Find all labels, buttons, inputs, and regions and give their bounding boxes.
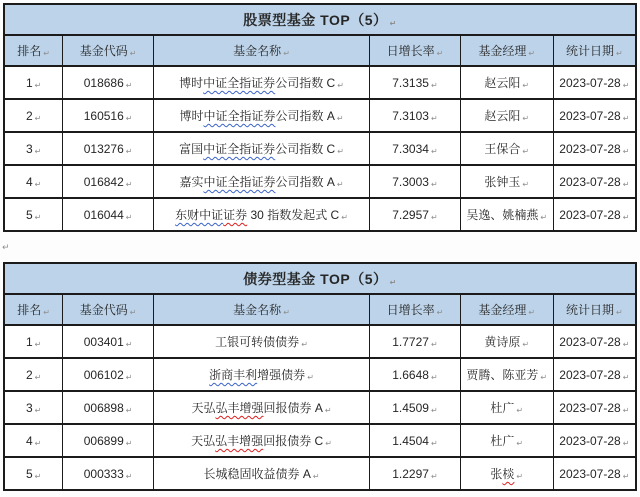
- column-header: [4, 35, 63, 66]
- end-of-cell-mark: ↵: [436, 49, 444, 58]
- cell-manager: [460, 325, 553, 358]
- cell-date-text: 2023-07-28: [559, 108, 621, 123]
- cell-date-text: 2023-07-28: [559, 466, 621, 481]
- end-of-cell-mark: ↵: [125, 212, 133, 222]
- cell-rank-text: 5: [25, 207, 33, 222]
- text-segment: 天弘: [191, 401, 216, 415]
- cell-code: [63, 198, 154, 231]
- cell-manager: [460, 424, 553, 457]
- cell-growth-text: 1.4504: [392, 433, 429, 448]
- text-segment: 回报债券 A: [263, 401, 323, 415]
- text-segment: 工银可转债债券: [215, 335, 300, 349]
- end-of-cell-mark: ↵: [125, 405, 133, 415]
- cell-code: [63, 132, 154, 165]
- cell-growth: [370, 391, 461, 424]
- end-of-cell-mark: ↵: [389, 277, 397, 287]
- cell-code: [63, 391, 154, 424]
- spellcheck-blue-segment: 东财中证: [175, 208, 224, 222]
- cell-growth: [370, 457, 461, 490]
- table-row: [4, 424, 636, 457]
- bond-fund-table: [3, 262, 637, 491]
- end-of-cell-mark: ↵: [528, 49, 536, 58]
- cell-rank-text: 1: [25, 75, 33, 90]
- end-of-cell-mark: ↵: [129, 49, 137, 58]
- cell-growth-text: 1.4509: [392, 400, 429, 415]
- text-segment: 公司指数 C: [275, 142, 336, 156]
- end-of-cell-mark: ↵: [430, 372, 438, 382]
- cell-manager: [460, 132, 553, 165]
- end-of-cell-mark: ↵: [430, 146, 438, 156]
- cell-growth: [370, 325, 461, 358]
- cell-code: [63, 424, 154, 457]
- table-title-text: 债券型基金 TOP（5）: [243, 270, 388, 287]
- cell-rank-text: 2: [25, 367, 33, 382]
- end-of-cell-mark: ↵: [616, 308, 623, 317]
- cell-code-text: 016044: [83, 207, 124, 222]
- cell-date-text: 2023-07-28: [559, 400, 621, 415]
- end-of-cell-mark: ↵: [312, 472, 320, 481]
- end-of-cell-mark: ↵: [430, 339, 438, 349]
- cell-date-text: 2023-07-28: [559, 433, 621, 448]
- spellcheck-red-segment: 棪: [502, 467, 515, 481]
- column-header: [460, 294, 553, 325]
- end-of-cell-mark: ↵: [522, 81, 530, 90]
- end-of-cell-mark: ↵: [522, 180, 530, 189]
- end-of-cell-mark: ↵: [34, 372, 42, 382]
- cell-rank-text: 5: [25, 466, 33, 481]
- end-of-cell-mark: ↵: [622, 372, 630, 382]
- bond-fund-table-body: [4, 325, 636, 490]
- column-header-text: 排名: [17, 303, 42, 317]
- table-row: [4, 325, 636, 358]
- end-of-cell-mark: ↵: [125, 438, 133, 448]
- column-header-text: 基金经理: [478, 303, 527, 317]
- end-of-cell-mark: ↵: [125, 146, 133, 156]
- cell-code-text: 000333: [83, 466, 124, 481]
- end-of-cell-mark: ↵: [622, 146, 630, 156]
- cell-code-text: 160516: [83, 108, 124, 123]
- cell-fund-name: [153, 66, 369, 99]
- table-title: [4, 263, 636, 294]
- cell-code-text: 006102: [83, 367, 124, 382]
- cell-rank: [4, 457, 63, 490]
- cell-rank-text: 4: [25, 174, 33, 189]
- cell-fund-name: [153, 424, 369, 457]
- text-segment: 公司指数 A: [275, 109, 335, 123]
- cell-fund-name: [153, 358, 369, 391]
- column-header-text: 排名: [17, 44, 42, 58]
- column-header-text: 基金名称: [233, 303, 282, 317]
- cell-date-text: 2023-07-28: [559, 367, 621, 382]
- column-header: [4, 294, 63, 325]
- table-row: [4, 66, 636, 99]
- column-header-text: 统计日期: [565, 44, 614, 58]
- table-row: [4, 358, 636, 391]
- end-of-cell-mark: ↵: [34, 212, 42, 222]
- stock-fund-table-body: [4, 66, 636, 231]
- end-of-cell-mark: ↵: [125, 372, 133, 382]
- cell-manager: [460, 391, 553, 424]
- text-segment: 嘉实: [179, 175, 204, 189]
- end-of-cell-mark: ↵: [283, 308, 290, 317]
- cell-date: [553, 132, 636, 165]
- end-of-cell-mark: ↵: [324, 406, 332, 415]
- spellcheck-red-segment: 弘丰增强: [215, 434, 264, 448]
- end-of-cell-mark: ↵: [522, 340, 530, 349]
- cell-code: [63, 99, 154, 132]
- cell-date-text: 2023-07-28: [559, 141, 621, 156]
- stock-fund-table: [3, 3, 637, 232]
- end-of-cell-mark: ↵: [516, 439, 524, 448]
- column-header-text: 基金代码: [79, 303, 128, 317]
- cell-growth-text: 7.3103: [392, 108, 429, 123]
- table-row: [4, 165, 636, 198]
- end-of-cell-mark: ↵: [307, 373, 314, 382]
- cell-growth-text: 1.7727: [392, 334, 429, 349]
- column-header: [63, 35, 154, 66]
- text-segment: 张: [490, 467, 503, 481]
- cell-growth-text: 1.6648: [392, 367, 429, 382]
- cell-date: [553, 457, 636, 490]
- end-of-cell-mark: ↵: [341, 213, 348, 222]
- spellcheck-blue-segment: 中证全指证券: [203, 109, 276, 123]
- cell-date-text: 2023-07-28: [559, 207, 621, 222]
- cell-growth: [370, 424, 461, 457]
- column-header-text: 基金代码: [79, 44, 128, 58]
- end-of-cell-mark: ↵: [522, 147, 530, 156]
- end-of-cell-mark: ↵: [34, 146, 42, 156]
- text-segment: 黄诗原: [484, 335, 521, 349]
- cell-rank: [4, 165, 63, 198]
- cell-growth: [370, 165, 461, 198]
- cell-manager: [460, 99, 553, 132]
- cell-fund-name: [153, 391, 369, 424]
- column-header-text: 基金经理: [478, 44, 527, 58]
- end-of-cell-mark: ↵: [616, 49, 623, 58]
- cell-rank-text: 3: [25, 400, 33, 415]
- end-of-cell-mark: ↵: [622, 438, 630, 448]
- cell-code-text: 003401: [83, 334, 124, 349]
- cell-code-text: 006899: [83, 433, 124, 448]
- cell-date: [553, 66, 636, 99]
- spellcheck-blue-segment: 浙商丰利: [209, 368, 258, 382]
- cell-code: [63, 358, 154, 391]
- text-segment: 赵云阳: [484, 109, 521, 123]
- cell-manager: [460, 457, 553, 490]
- cell-date: [553, 165, 636, 198]
- cell-date: [553, 325, 636, 358]
- end-of-cell-mark: ↵: [34, 471, 42, 481]
- end-of-cell-mark: ↵: [430, 179, 438, 189]
- end-of-cell-mark: ↵: [34, 80, 42, 90]
- cell-rank-text: 1: [25, 334, 33, 349]
- text-segment: 富国: [179, 142, 204, 156]
- end-of-cell-mark: ↵: [516, 472, 524, 481]
- cell-date: [553, 99, 636, 132]
- text-segment: 贾腾、陈亚芳: [466, 368, 539, 382]
- cell-date-text: 2023-07-28: [559, 174, 621, 189]
- table-row: [4, 457, 636, 490]
- cell-fund-name: [153, 132, 369, 165]
- text-segment: 公司指数 C: [275, 76, 336, 90]
- column-header-row: [4, 294, 636, 325]
- end-of-cell-mark: ↵: [34, 113, 42, 123]
- column-header-row: [4, 35, 636, 66]
- cell-fund-name: [153, 198, 369, 231]
- cell-rank: [4, 99, 63, 132]
- cell-rank: [4, 198, 63, 231]
- end-of-cell-mark: ↵: [622, 339, 630, 349]
- text-segment: 吴逸、姚楠燕: [466, 208, 539, 222]
- paragraph-mark: ↵: [2, 241, 10, 252]
- end-of-cell-mark: ↵: [430, 405, 438, 415]
- column-header-text: 日增长率: [386, 303, 435, 317]
- column-header: [63, 294, 154, 325]
- cell-fund-name: [153, 457, 369, 490]
- cell-manager: [460, 66, 553, 99]
- cell-growth: [370, 198, 461, 231]
- end-of-cell-mark: ↵: [522, 114, 530, 123]
- end-of-cell-mark: ↵: [34, 179, 42, 189]
- cell-manager: [460, 165, 553, 198]
- end-of-cell-mark: ↵: [540, 373, 548, 382]
- end-of-cell-mark: ↵: [430, 438, 438, 448]
- cell-growth: [370, 132, 461, 165]
- text-segment: 赵云阳: [484, 76, 521, 90]
- column-header: [370, 35, 461, 66]
- cell-code: [63, 457, 154, 490]
- column-header: [553, 35, 636, 66]
- spellcheck-red-segment: 证券: [223, 208, 248, 222]
- end-of-cell-mark: ↵: [129, 308, 137, 317]
- cell-fund-name: [153, 325, 369, 358]
- end-of-cell-mark: ↵: [622, 212, 630, 222]
- cell-rank: [4, 325, 63, 358]
- end-of-cell-mark: ↵: [336, 180, 344, 189]
- cell-code-text: 013276: [83, 141, 124, 156]
- cell-rank-text: 3: [25, 141, 33, 156]
- end-of-cell-mark: ↵: [516, 406, 524, 415]
- cell-fund-name: [153, 99, 369, 132]
- column-header-text: 统计日期: [565, 303, 614, 317]
- text-segment: 30 指数发起式 C: [247, 208, 340, 222]
- end-of-cell-mark: ↵: [622, 471, 630, 481]
- end-of-cell-mark: ↵: [125, 179, 133, 189]
- cell-manager: [460, 358, 553, 391]
- end-of-cell-mark: ↵: [125, 80, 133, 90]
- text-segment: 天弘: [191, 434, 216, 448]
- text-segment: 公司指数 A: [275, 175, 335, 189]
- end-of-cell-mark: ↵: [430, 80, 438, 90]
- end-of-cell-mark: ↵: [622, 179, 630, 189]
- end-of-cell-mark: ↵: [283, 49, 290, 58]
- cell-growth-text: 7.3003: [392, 174, 429, 189]
- cell-rank: [4, 358, 63, 391]
- column-header-text: 日增长率: [386, 44, 435, 58]
- end-of-cell-mark: ↵: [43, 49, 50, 58]
- end-of-cell-mark: ↵: [528, 308, 536, 317]
- cell-rank: [4, 66, 63, 99]
- table-row: [4, 391, 636, 424]
- end-of-cell-mark: ↵: [325, 439, 332, 448]
- text-segment: 博时: [179, 109, 204, 123]
- end-of-cell-mark: ↵: [540, 213, 548, 222]
- spellcheck-blue-segment: 中证全指证券: [203, 76, 276, 90]
- table-row: [4, 198, 636, 231]
- column-header: [370, 294, 461, 325]
- text-segment: 杜广: [490, 434, 515, 448]
- end-of-cell-mark: ↵: [430, 212, 438, 222]
- table-title-row: [4, 263, 636, 294]
- spellcheck-red-segment: 弘丰增强: [215, 401, 264, 415]
- text-segment: 博时: [179, 76, 204, 90]
- cell-growth-text: 7.3135: [392, 75, 429, 90]
- column-header: [460, 35, 553, 66]
- cell-date: [553, 391, 636, 424]
- end-of-cell-mark: ↵: [125, 471, 133, 481]
- text-segment: 张钟玉: [484, 175, 521, 189]
- cell-code-text: 018686: [83, 75, 124, 90]
- cell-date-text: 2023-07-28: [559, 75, 621, 90]
- end-of-cell-mark: ↵: [622, 113, 630, 123]
- cell-rank: [4, 132, 63, 165]
- table-title-row: [4, 4, 636, 35]
- spellcheck-blue-segment: 中证全指证券: [203, 175, 276, 189]
- cell-code: [63, 66, 154, 99]
- cell-code: [63, 325, 154, 358]
- text-segment: 增强债券: [257, 368, 306, 382]
- end-of-cell-mark: ↵: [34, 438, 42, 448]
- cell-growth: [370, 99, 461, 132]
- cell-rank-text: 4: [25, 433, 33, 448]
- end-of-cell-mark: ↵: [337, 147, 344, 156]
- cell-date: [553, 424, 636, 457]
- text-segment: 杜广: [490, 401, 515, 415]
- cell-growth-text: 7.2957: [392, 207, 429, 222]
- cell-manager: [460, 198, 553, 231]
- text-segment: 长城稳固收益债券 A: [203, 467, 311, 481]
- cell-date: [553, 358, 636, 391]
- cell-growth: [370, 66, 461, 99]
- cell-growth-text: 7.3034: [392, 141, 429, 156]
- end-of-cell-mark: ↵: [34, 339, 42, 349]
- table-row: [4, 99, 636, 132]
- end-of-cell-mark: ↵: [389, 18, 397, 28]
- cell-rank: [4, 424, 63, 457]
- text-segment: 回报债券 C: [263, 434, 324, 448]
- spellcheck-blue-segment: 中证全指证券: [203, 142, 276, 156]
- end-of-cell-mark: ↵: [125, 113, 133, 123]
- table-title-text: 股票型基金 TOP（5）: [243, 11, 388, 28]
- cell-date: [553, 198, 636, 231]
- cell-code-text: 016842: [83, 174, 124, 189]
- end-of-cell-mark: ↵: [301, 340, 308, 349]
- end-of-cell-mark: ↵: [622, 80, 630, 90]
- cell-growth: [370, 358, 461, 391]
- column-header: [553, 294, 636, 325]
- end-of-cell-mark: ↵: [34, 405, 42, 415]
- table-title: [4, 4, 636, 35]
- end-of-cell-mark: ↵: [337, 81, 344, 90]
- end-of-cell-mark: ↵: [430, 471, 438, 481]
- end-of-cell-mark: ↵: [336, 114, 344, 123]
- end-of-cell-mark: ↵: [43, 308, 50, 317]
- end-of-cell-mark: ↵: [125, 339, 133, 349]
- end-of-cell-mark: ↵: [430, 113, 438, 123]
- column-header: [153, 35, 369, 66]
- cell-code: [63, 165, 154, 198]
- cell-code-text: 006898: [83, 400, 124, 415]
- column-header-text: 基金名称: [233, 44, 282, 58]
- cell-rank-text: 2: [25, 108, 33, 123]
- end-of-cell-mark: ↵: [622, 405, 630, 415]
- cell-date-text: 2023-07-28: [559, 334, 621, 349]
- cell-growth-text: 1.2297: [392, 466, 429, 481]
- end-of-cell-mark: ↵: [436, 308, 444, 317]
- text-segment: 王保合: [484, 142, 521, 156]
- cell-rank: [4, 391, 63, 424]
- cell-fund-name: [153, 165, 369, 198]
- column-header: [153, 294, 369, 325]
- table-row: [4, 132, 636, 165]
